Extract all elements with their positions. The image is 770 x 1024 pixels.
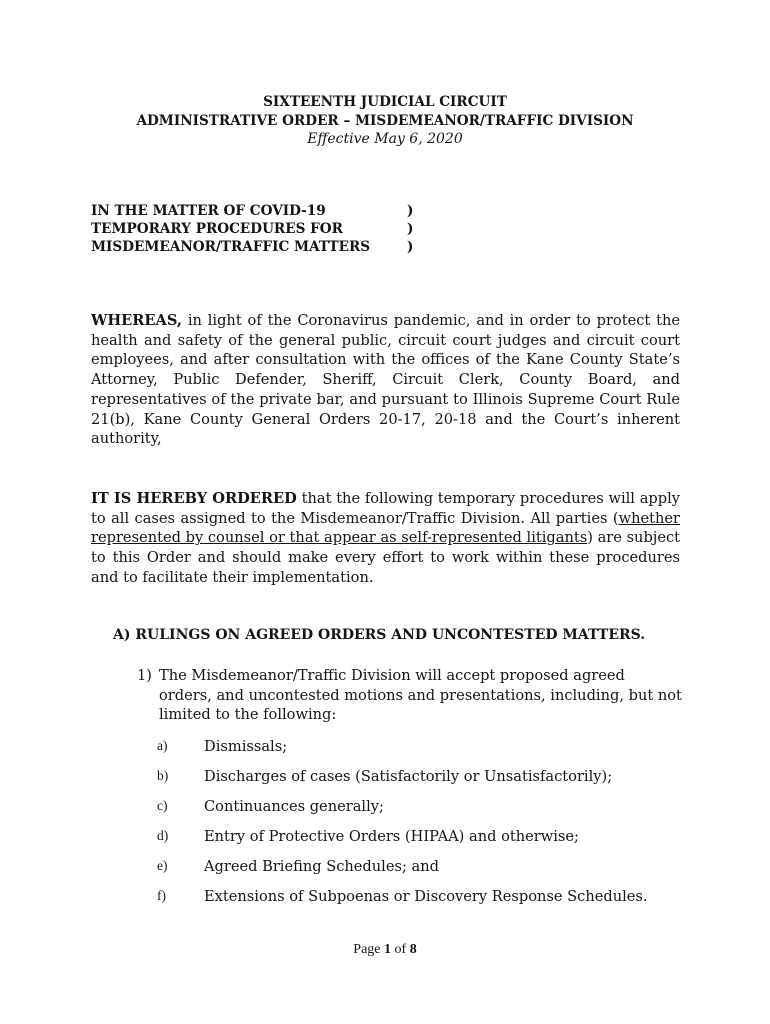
ordered-text-1: that the following temporary procedures will apply to all cases assigned to the Misdemeanor/Traffic Division. All parties (	[91, 490, 680, 527]
sub-item-letter: c)	[157, 798, 168, 813]
order-title: ADMINISTRATIVE ORDER – MISDEMEANOR/TRAFFIC DIVISION	[136, 112, 634, 129]
sub-item-letter: a)	[157, 738, 168, 753]
list-item	[137, 666, 682, 725]
page-word: Page	[353, 942, 381, 957]
sub-item-text: Dismissals;	[204, 738, 288, 755]
whereas-paragraph	[91, 311, 680, 449]
caption-paren: )	[407, 239, 414, 256]
sub-item-text: Continuances generally;	[204, 798, 384, 815]
caption-paren: )	[407, 221, 414, 238]
item-text: The Misdemeanor/Traffic Division will accept proposed agreed orders, and uncontested motions and presentations, including, but not limited to the following:	[159, 667, 682, 724]
court-name: SIXTEENTH JUDICIAL CIRCUIT	[263, 94, 507, 110]
whereas-text: in light of the Coronavirus pandemic, and in order to protect the health and safety of the general public, circuit court judges and circuit court employees, and after consultation with the offices of the Kane County State’s Attorney, Public Defender, Sheriff, Circuit Clerk, County Board, and representatives of the private bar, and pursuant to Illinois Supreme Court Rule 21(b), Kane County General Orders 20-17, 20-18 and the Court’s inherent authority,	[91, 312, 680, 448]
document-header	[0, 93, 770, 149]
sub-item-letter: e)	[157, 858, 168, 873]
ordered-underlined: whether represented by counsel or that appear as self-represented litigants	[91, 509, 680, 547]
whereas-lead: WHEREAS,	[91, 312, 182, 329]
caption-line: MISDEMEANOR/TRAFFIC MATTERS )	[91, 239, 414, 256]
sub-item-text: Agreed Briefing Schedules; and	[204, 858, 439, 875]
sub-item-text: Discharges of cases (Satisfactorily or Unsatisfactorily);	[204, 768, 613, 785]
page-total: 8	[409, 942, 417, 957]
page-footer	[0, 942, 770, 958]
case-caption	[91, 202, 431, 257]
sub-item-letter: f)	[157, 888, 166, 903]
caption-paren: )	[407, 203, 414, 219]
caption-line: IN THE MATTER OF COVID-19 )	[91, 203, 414, 219]
caption-line: TEMPORARY PROCEDURES FOR )	[91, 221, 414, 238]
ordered-lead: IT IS HEREBY ORDERED	[91, 490, 297, 507]
effective-date: Effective May 6, 2020	[307, 131, 463, 147]
sub-item-letter: d)	[157, 828, 169, 843]
sub-item-letter: b)	[157, 768, 169, 783]
page-number: 1	[384, 942, 392, 957]
sub-item-text: Entry of Protective Orders (HIPAA) and otherwise;	[204, 828, 579, 845]
ordered-paragraph	[91, 489, 680, 588]
section-a-heading: A) RULINGS ON AGREED ORDERS AND UNCONTESTED MATTERS.	[113, 627, 646, 643]
of-word: of	[394, 942, 407, 957]
item-number: 1)	[137, 667, 152, 684]
sub-item-text: Extensions of Subpoenas or Discovery Response Schedules.	[204, 888, 648, 905]
ordered-text-2: ) are subject to this Order and should make every effort to work within these procedures and to facilitate their implementation.	[91, 529, 680, 586]
